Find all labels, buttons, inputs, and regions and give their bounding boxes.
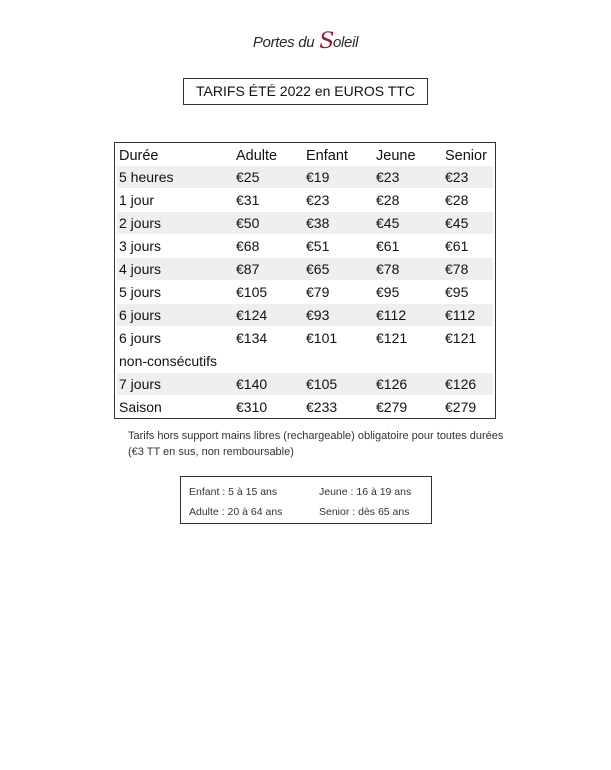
cell-jeune: €78 bbox=[376, 261, 400, 277]
footnote: Tarifs hors support mains libres (rechargeable) obligatoire pour toutes durées (€3 TT en sus, non remboursable) bbox=[128, 430, 504, 458]
cell-senior: €23 bbox=[445, 169, 469, 185]
row-continuation-text: non-consécutifs bbox=[119, 353, 218, 369]
cell-duration: 4 jours bbox=[119, 261, 162, 277]
cell-senior: €121 bbox=[445, 330, 477, 346]
cell-adulte: €140 bbox=[236, 376, 268, 392]
table-row bbox=[117, 212, 493, 234]
age-legend-box bbox=[180, 476, 432, 524]
price-table bbox=[114, 142, 496, 419]
cell-duration: Saison bbox=[119, 399, 162, 415]
cell-senior: €112 bbox=[445, 307, 476, 323]
cell-adulte: €31 bbox=[236, 192, 260, 208]
table-row bbox=[117, 258, 493, 280]
cell-jeune: €23 bbox=[376, 169, 400, 185]
cell-adulte: €124 bbox=[236, 307, 268, 323]
cell-adulte: €87 bbox=[236, 261, 260, 277]
cell-adulte: €68 bbox=[236, 238, 260, 254]
cell-enfant: €105 bbox=[306, 376, 338, 392]
cell-duration: 6 jours bbox=[119, 307, 162, 323]
cell-enfant: €51 bbox=[306, 238, 330, 254]
cell-jeune: €61 bbox=[376, 238, 400, 254]
table-header-row bbox=[117, 145, 493, 167]
cell-jeune: €45 bbox=[376, 215, 400, 231]
logo-text-post: oleil bbox=[332, 34, 359, 51]
header-adulte: Adulte bbox=[236, 148, 278, 164]
logo-s-mark: S bbox=[319, 29, 334, 54]
cell-enfant: €19 bbox=[306, 169, 330, 185]
cell-adulte: €50 bbox=[236, 215, 260, 231]
portes-du-soleil-logo bbox=[0, 28, 611, 54]
cell-enfant: €65 bbox=[306, 261, 330, 277]
legend-senior: Senior : dès 65 ans bbox=[319, 506, 410, 518]
table-row bbox=[117, 281, 493, 303]
cell-adulte: €105 bbox=[236, 284, 268, 300]
cell-duration: 6 jours bbox=[119, 330, 162, 346]
table-row bbox=[117, 327, 493, 349]
table-row bbox=[117, 373, 493, 395]
table-row bbox=[117, 235, 493, 257]
cell-duration: 2 jours bbox=[119, 215, 162, 231]
cell-adulte: €25 bbox=[236, 169, 260, 185]
header-duree: Durée bbox=[119, 148, 159, 164]
cell-adulte: €310 bbox=[236, 399, 268, 415]
cell-enfant: €38 bbox=[306, 215, 330, 231]
cell-senior: €61 bbox=[445, 238, 469, 254]
cell-enfant: €79 bbox=[306, 284, 330, 300]
cell-senior: €279 bbox=[445, 399, 477, 415]
legend-enfant: Enfant : 5 à 15 ans bbox=[189, 486, 278, 498]
legend-jeune: Jeune : 16 à 19 ans bbox=[319, 486, 412, 498]
header-enfant: Enfant bbox=[306, 148, 348, 164]
table-row bbox=[117, 304, 493, 326]
header-senior: Senior bbox=[445, 148, 487, 164]
cell-jeune: €112 bbox=[376, 307, 407, 323]
cell-jeune: €126 bbox=[376, 376, 408, 392]
cell-duration: 1 jour bbox=[119, 192, 155, 208]
cell-senior: €45 bbox=[445, 215, 469, 231]
cell-enfant: €233 bbox=[306, 399, 338, 415]
cell-jeune: €95 bbox=[376, 284, 400, 300]
cell-duration: 5 jours bbox=[119, 284, 162, 300]
cell-enfant: €23 bbox=[306, 192, 330, 208]
page-title: TARIFS ÉTÉ 2022 en EUROS TTC bbox=[183, 78, 428, 105]
table-row bbox=[117, 166, 493, 188]
legend-adulte: Adulte : 20 à 64 ans bbox=[189, 506, 283, 518]
cell-jeune: €121 bbox=[376, 330, 408, 346]
cell-jeune: €28 bbox=[376, 192, 400, 208]
cell-enfant: €101 bbox=[306, 330, 338, 346]
cell-duration: 5 heures bbox=[119, 169, 174, 185]
cell-enfant: €93 bbox=[306, 307, 330, 323]
cell-jeune: €279 bbox=[376, 399, 408, 415]
cell-senior: €78 bbox=[445, 261, 469, 277]
table-row bbox=[117, 396, 493, 418]
cell-adulte: €134 bbox=[236, 330, 268, 346]
cell-senior: €95 bbox=[445, 284, 469, 300]
cell-duration: 3 jours bbox=[119, 238, 162, 254]
table-row bbox=[117, 189, 493, 211]
logo-text-pre: Portes du bbox=[252, 34, 319, 51]
header-jeune: Jeune bbox=[376, 148, 416, 164]
cell-senior: €28 bbox=[445, 192, 469, 208]
cell-senior: €126 bbox=[445, 376, 477, 392]
cell-duration: 7 jours bbox=[119, 376, 162, 392]
